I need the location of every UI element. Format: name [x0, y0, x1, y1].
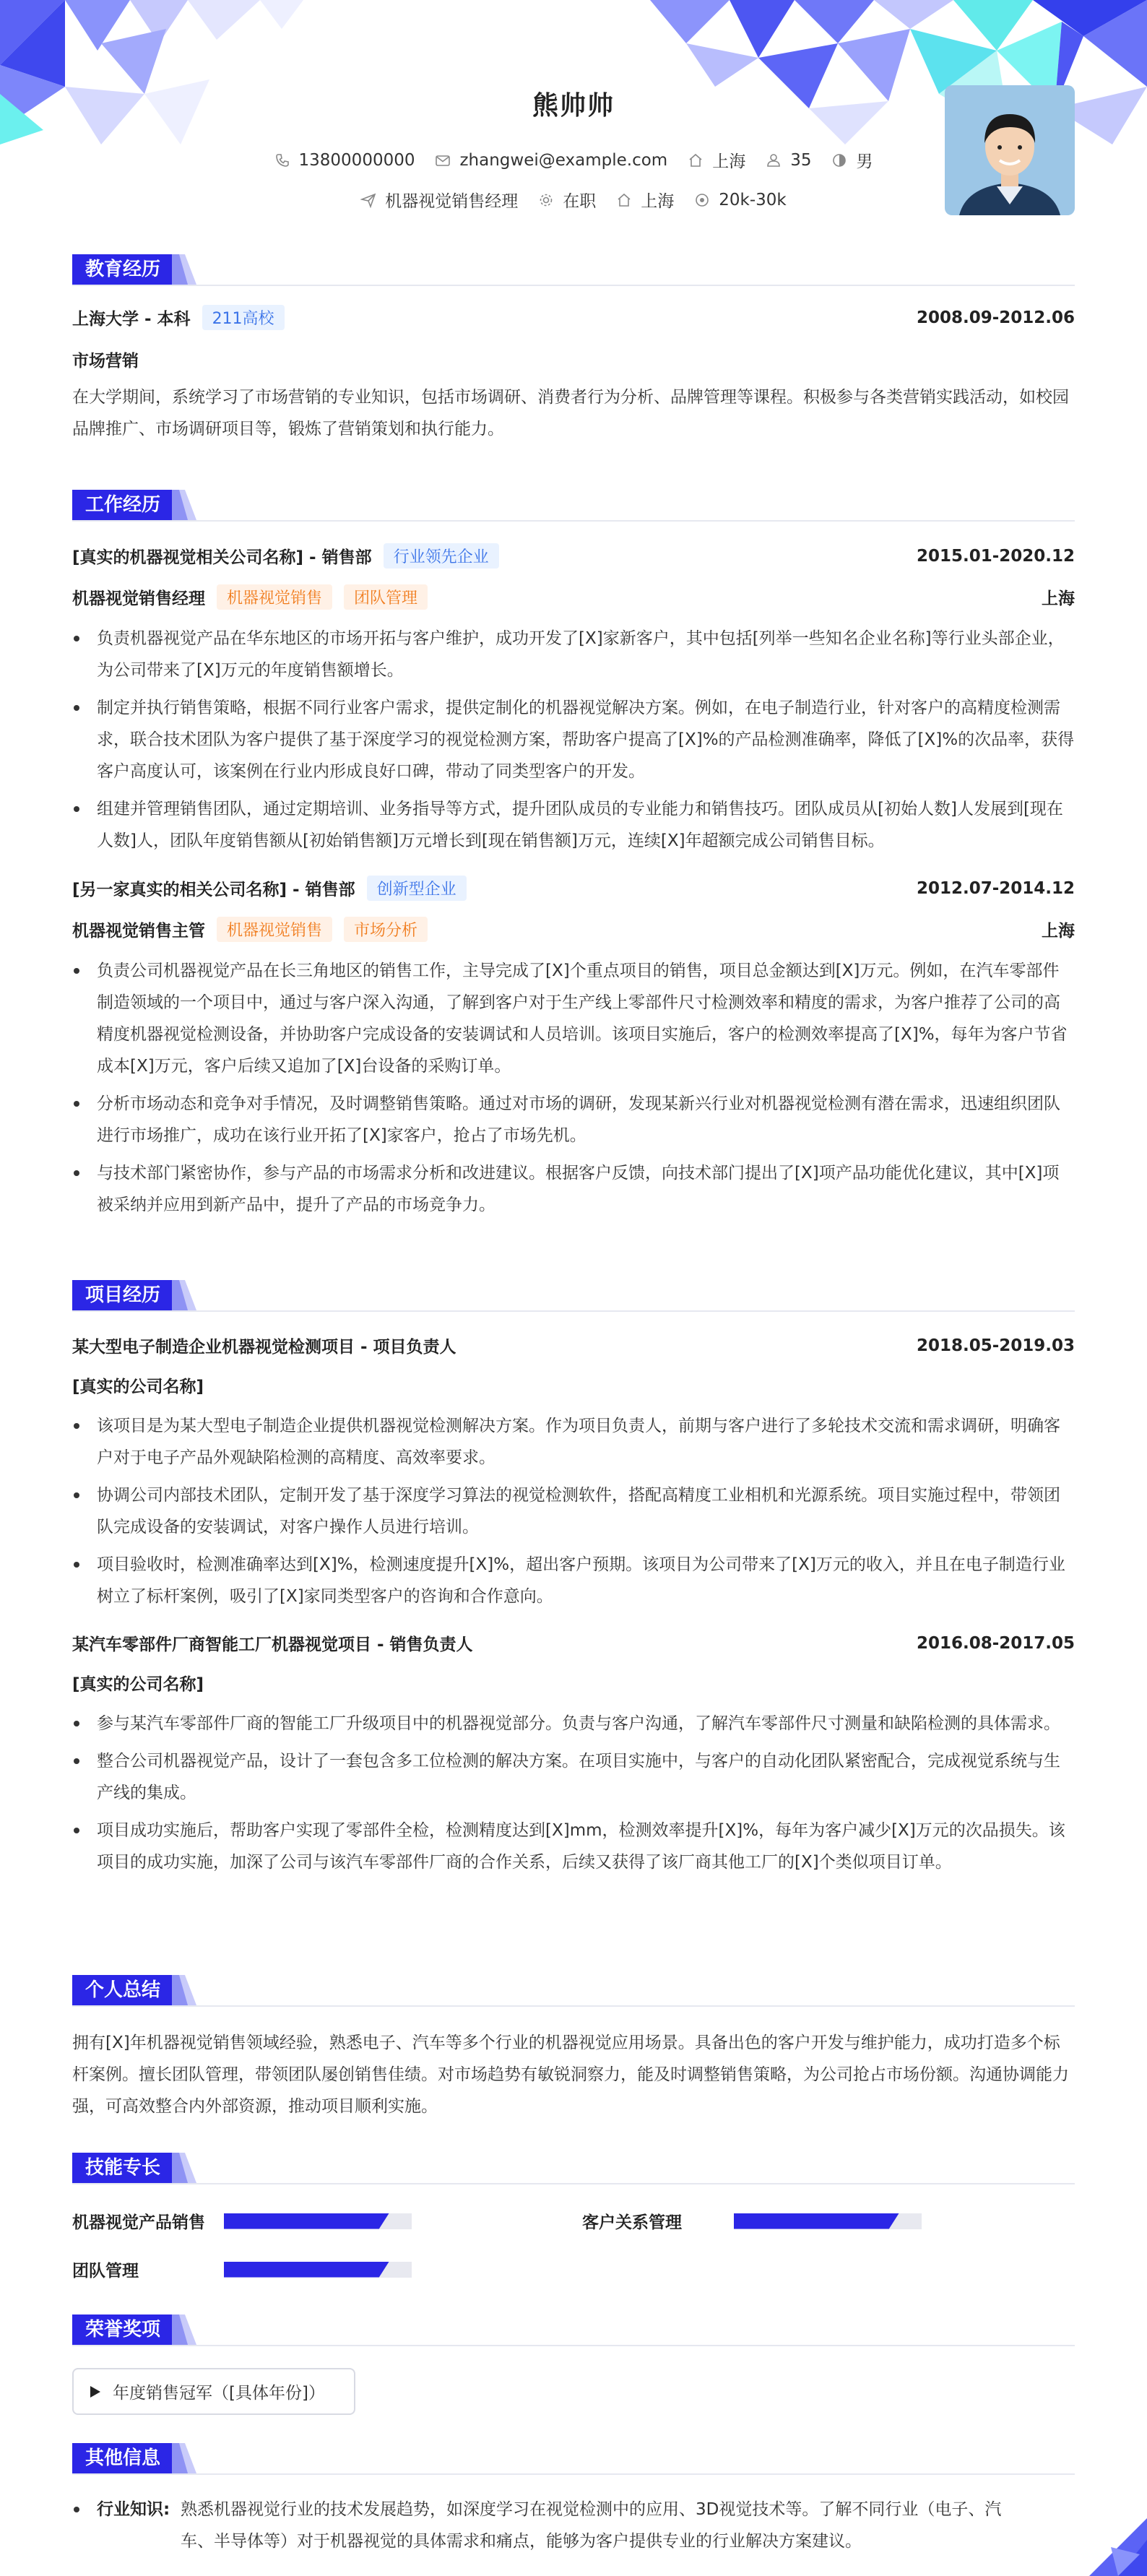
section-title: 技能专长 [72, 2153, 173, 2183]
section-decoration [172, 254, 196, 285]
list-item: 分析市场动态和竞争对手情况，及时调整销售策略。通过对市场的调研，发现某新兴行业对机器视觉检测有潜在需求，迅速组织团队进行市场推广，成功在该行业开拓了[X]家客户，抢占了市场先机。 [72, 1088, 1075, 1151]
user-icon [766, 152, 782, 168]
project-header [72, 1631, 1075, 1655]
phone-info [274, 151, 415, 170]
project-bullets [72, 1410, 1075, 1612]
project-period: 2016.08-2017.05 [916, 1633, 1075, 1653]
other-section [72, 2443, 1075, 2557]
email-text: zhangwei@example.com [459, 150, 668, 170]
job-tag: 市场分析 [344, 917, 428, 942]
work-item [72, 543, 1075, 857]
status-text: 在职 [563, 192, 597, 211]
section-header [72, 254, 1075, 286]
skill-level-fill [224, 2213, 389, 2229]
section-header [72, 2314, 1075, 2346]
work-bullets [72, 955, 1075, 1221]
school-tag: 211高校 [202, 305, 285, 330]
mail-icon [435, 152, 451, 168]
section-title: 工作经历 [72, 490, 173, 520]
major-name: 市场营销 [72, 352, 139, 371]
section-decoration [172, 1280, 196, 1310]
phone-icon [274, 152, 290, 168]
education-period: 2008.09-2012.06 [916, 308, 1075, 327]
list-item: 该项目是为某大型电子制造企业提供机器视觉检测解决方案。作为项目负责人，前期与客户进行了多轮技术交流和需求调研，明确客户对于电子产品外观缺陷检测的高精度、高效率要求。 [72, 1410, 1075, 1474]
project-bullets [72, 1708, 1075, 1878]
company-tag: 创新型企业 [367, 876, 467, 901]
summary-section [72, 1975, 1075, 2122]
section-header [72, 490, 1075, 522]
play-icon [90, 2385, 101, 2398]
skill-bar [734, 2213, 922, 2229]
work-city: 上海 [1042, 589, 1075, 608]
bullet-dot [74, 2507, 79, 2512]
section-title: 个人总结 [72, 1975, 173, 2005]
city-info [688, 148, 745, 172]
skill-name: 客户关系管理 [582, 2213, 682, 2232]
education-section [72, 254, 1075, 445]
work-bullets [72, 623, 1075, 857]
project-company-row [72, 1373, 1075, 1397]
summary-text: 拥有[X]年机器视觉销售领域经验，熟悉电子、汽车等多个行业的机器视觉应用场景。具备出色的客户开发与维护能力，成功打造多个标杆案例。擅长团队管理，带领团队屡创销售佳绩。对市场趋势有敏锐洞察力，能及时调整销售策略，为公司抢占市场份额。沟通协调能力强，可高效整合内外部资源，推动项目顺利实施。 [72, 2033, 1069, 2116]
project-name: 某大型电子制造企业机器视觉检测项目 - 项目负责人 [72, 1338, 456, 1357]
work-title-row [72, 584, 1075, 610]
skill-bar [224, 2262, 412, 2278]
salary-text: 20k-30k [719, 190, 787, 209]
candidate-name: 熊帅帅 [532, 91, 615, 121]
phone-text: 13800000000 [298, 150, 415, 170]
work-item [72, 876, 1075, 1221]
section-decoration [172, 2314, 196, 2345]
other-label: 行业知识: [97, 2500, 170, 2519]
coin-icon [694, 192, 710, 208]
project-item [72, 1631, 1075, 1878]
send-icon [360, 192, 376, 208]
target-city-text: 上海 [641, 192, 675, 211]
section-title: 项目经历 [72, 1280, 173, 1310]
project-period: 2018.05-2019.03 [916, 1336, 1075, 1355]
skills-section [72, 2153, 1075, 2281]
skill-bar [224, 2213, 412, 2229]
list-item: 参与某汽车零部件厂商的智能工厂升级项目中的机器视觉部分。负责与客户沟通，了解汽车零部件尺寸测量和缺陷检测的具体需求。 [72, 1708, 1075, 1739]
education-header [72, 305, 1075, 330]
section-header [72, 1975, 1075, 2007]
list-item: 项目成功实施后，帮助客户实现了零部件全检，检测精度达到[X]mm，检测效率提升[X]%，每年为客户减少[X]万元的次品损失。该项目的成功实施，加深了公司与该汽车零部件厂商的合作关系，后续又获得了该厂商其他工厂的[X]个类似项目订单。 [72, 1815, 1075, 1878]
skill-item [72, 2257, 582, 2281]
job-title: 机器视觉销售主管 [72, 922, 205, 941]
project-company: [真实的公司名称] [72, 1675, 204, 1694]
project-header [72, 1334, 1075, 1357]
section-decoration [172, 2443, 196, 2473]
job-tag: 团队管理 [344, 584, 428, 610]
project-section [72, 1280, 1075, 1884]
work-company-row [72, 543, 1075, 569]
school-name: 上海大学 - 本科 [72, 310, 191, 329]
gender-icon [831, 152, 847, 168]
list-item: 项目验收时，检测准确率达到[X]%，检测速度提升[X]%，超出客户预期。该项目为公司带来了[X]万元的收入，并且在电子制造行业树立了标杆案例，吸引了[X]家同类型客户的咨询和合作意向。 [72, 1549, 1075, 1612]
company-name: [另一家真实的相关公司名称] - 销售部 [72, 881, 355, 899]
work-period: 2015.01-2020.12 [916, 546, 1075, 566]
home-icon [616, 192, 632, 208]
section-title: 其他信息 [72, 2443, 173, 2473]
age-info [766, 151, 811, 170]
section-title: 荣誉奖项 [72, 2314, 173, 2345]
corner-decoration [1089, 2518, 1147, 2576]
major-row [72, 347, 1075, 371]
skill-name: 团队管理 [72, 2262, 139, 2281]
section-header [72, 2153, 1075, 2184]
awards-section [72, 2314, 1075, 2415]
position-info [360, 188, 518, 212]
gender-text: 男 [856, 152, 873, 171]
skill-level-fill [734, 2213, 899, 2229]
work-city: 上海 [1042, 922, 1075, 941]
project-item [72, 1334, 1075, 1612]
skill-name: 机器视觉产品销售 [72, 2213, 205, 2232]
project-company: [真实的公司名称] [72, 1378, 204, 1396]
work-title-row [72, 917, 1075, 942]
age-text: 35 [790, 150, 812, 170]
list-item: 与技术部门紧密协作，参与产品的市场需求分析和改进建议。根据客户反馈，向技术部门提出了[X]项产品功能优化建议，其中[X]项被采纳并应用到新产品中，提升了产品的市场竞争力。 [72, 1157, 1075, 1221]
status-info [538, 188, 596, 212]
company-name: [真实的机器视觉相关公司名称] - 销售部 [72, 548, 372, 567]
work-company-row [72, 876, 1075, 901]
other-item [72, 2494, 1075, 2557]
city-text: 上海 [712, 152, 746, 171]
email-info [435, 151, 667, 170]
section-decoration [172, 2153, 196, 2183]
list-item: 协调公司内部技术团队，定制开发了基于深度学习算法的视觉检测软件，搭配高精度工业相机和光源系统。项目实施过程中，带领团队完成设备的安装调试，对客户操作人员进行培训。 [72, 1479, 1075, 1543]
job-title: 机器视觉销售经理 [72, 589, 205, 608]
salary-info [694, 191, 786, 209]
work-section [72, 490, 1075, 1227]
other-text: 熟悉机器视觉行业的技术发展趋势，如深度学习在视觉检测中的应用、3D视觉技术等。了解不同行业（电子、汽车、半导体等）对于机器视觉的具体需求和痛点，能够为客户提供专业的行业解决方案建议。 [181, 2500, 1002, 2551]
skill-item [72, 2209, 582, 2233]
project-company-row [72, 1671, 1075, 1695]
section-decoration [172, 490, 196, 520]
list-item: 整合公司机器视觉产品，设计了一套包含多工位检测的解决方案。在项目实施中，与客户的自动化团队紧密配合，完成视觉系统与生产线的集成。 [72, 1745, 1075, 1809]
skill-item [582, 2209, 1075, 2233]
job-tag: 机器视觉销售 [217, 584, 332, 610]
target-city-info [616, 188, 674, 212]
list-item: 制定并执行销售策略，根据不同行业客户需求，提供定制化的机器视觉解决方案。例如，在电子制造行业，针对客户的高精度检测需求，联合技术团队为客户提供了基于深度学习的视觉检测方案，帮助客户提高了[X]%的产品检测准确率，降低了[X]%的次品率，获得客户高度认可，该案例在行业内形成良好口碑，带动了同类型客户的开发。 [72, 692, 1075, 787]
award-item [72, 2368, 355, 2415]
section-header [72, 2443, 1075, 2475]
award-text: 年度销售冠军（[具体年份]） [113, 2384, 325, 2403]
skill-level-fill [224, 2262, 389, 2278]
education-description: 在大学期间，系统学习了市场营销的专业知识，包括市场调研、消费者行为分析、品牌管理等课程。积极参与各类营销实践活动，如校园品牌推广、市场调研项目等，锻炼了营销策划和执行能力。 [72, 388, 1069, 438]
section-title: 教育经历 [72, 254, 173, 285]
awards-list [72, 2368, 1075, 2415]
avatar [945, 85, 1075, 215]
list-item: 负责机器视觉产品在华东地区的市场开拓与客户维护，成功开发了[X]家新客户，其中包括[列举一些知名企业名称]等行业头部企业，为公司带来了[X]万元的年度销售额增长。 [72, 623, 1075, 686]
project-name: 某汽车零部件厂商智能工厂机器视觉项目 - 销售负责人 [72, 1635, 473, 1654]
home-icon [688, 152, 704, 168]
skills-grid [72, 2209, 1075, 2281]
list-item: 负责公司机器视觉产品在长三角地区的销售工作，主导完成了[X]个重点项目的销售，项目总金额达到[X]万元。例如，在汽车零部件制造领域的一个项目中，通过与客户深入沟通，了解到客户对于生产线上零部件尺寸检测效率和精度的需求，为客户推荐了公司的高精度机器视觉检测设备，并协助客户完成设备的安装调试和人员培训。该项目实施后，客户的检测效率提高了[X]%，每年为客户节省成本[X]万元，客户后续又追加了[X]台设备的采购订单。 [72, 955, 1075, 1082]
position-text: 机器视觉销售经理 [385, 192, 519, 211]
section-decoration [172, 1975, 196, 2005]
job-tag: 机器视觉销售 [217, 917, 332, 942]
list-item: 组建并管理销售团队，通过定期培训、业务指导等方式，提升团队成员的专业能力和销售技巧。团队成员从[初始人数]人发展到[现在人数]人，团队年度销售额从[初始销售额]万元增长到[现在销售额]万元，连续[X]年超额完成公司销售目标。 [72, 793, 1075, 857]
work-period: 2012.07-2014.12 [916, 878, 1075, 898]
company-tag: 行业领先企业 [384, 543, 499, 569]
gender-info [831, 148, 873, 172]
section-header [72, 1280, 1075, 1312]
gear-icon [538, 192, 554, 208]
